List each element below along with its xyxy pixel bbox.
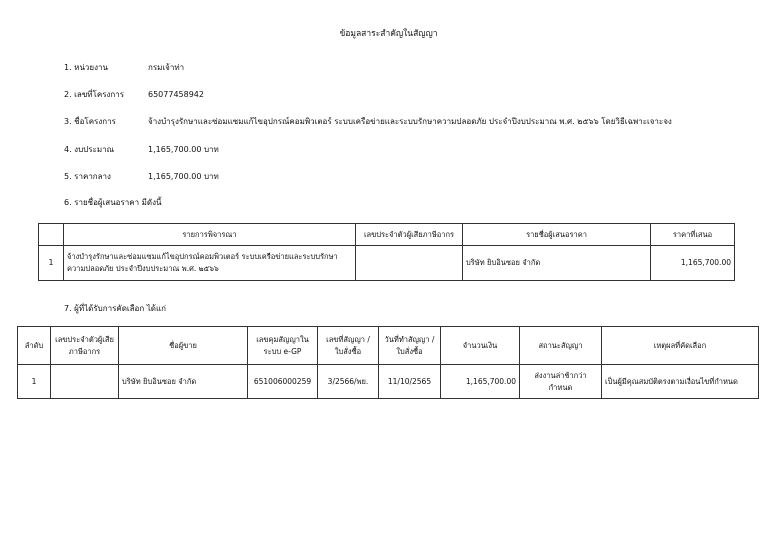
selected-col-no: ลำดับ xyxy=(18,327,51,365)
bidders-col-bidder: รายชื่อผู้เสนอราคา xyxy=(463,224,651,246)
document-title: ข้อมูลสาระสำคัญในสัญญา xyxy=(339,29,438,39)
table-row xyxy=(18,365,759,399)
section6-heading: 6. รายชื่อผู้เสนอราคา มีดังนี้ xyxy=(64,198,162,207)
selected-header-row xyxy=(18,327,759,365)
selected-col-date: วันที่ทำสัญญา / ใบสั่งซื้อ xyxy=(379,327,441,365)
bidders-col-blank xyxy=(39,224,64,246)
field-project-name-label: 3. ชื่อโครงการ xyxy=(64,117,116,126)
bidders-col-price: ราคาที่เสนอ xyxy=(651,224,735,246)
selected-row-vendor: บริษัท ยิบอินซอย จำกัด xyxy=(119,365,248,399)
field-budget-label: 4. งบประมาณ xyxy=(64,145,115,154)
field-project-name xyxy=(64,115,672,128)
selected-col-taxid: เลขประจำตัวผู้เสียภาษีอากร xyxy=(51,327,119,365)
field-median-price xyxy=(64,170,219,183)
bidders-col-taxid: เลขประจำตัวผู้เสียภาษีอากร xyxy=(356,224,463,246)
field-agency-label: 1. หน่วยงาน xyxy=(64,63,108,72)
bidders-table xyxy=(38,223,735,281)
selected-row-status: ส่งงานล่าช้ากว่ากำหนด xyxy=(520,365,602,399)
bidders-row-taxid xyxy=(356,246,463,281)
field-agency xyxy=(64,61,184,74)
field-project-number xyxy=(64,88,204,101)
selected-col-amount: จำนวนเงิน xyxy=(441,327,520,365)
selected-row-amount: 1,165,700.00 xyxy=(441,365,520,399)
bidders-col-item: รายการพิจารณา xyxy=(64,224,356,246)
field-project-number-label: 2. เลขที่โครงการ xyxy=(64,90,125,99)
selected-col-egp: เลขคุมสัญญาในระบบ e-GP xyxy=(248,327,318,365)
bidders-header-row xyxy=(39,224,735,246)
selected-row-egp: 651006000259 xyxy=(248,365,318,399)
field-median-price-label: 5. ราคากลาง xyxy=(64,172,111,181)
selected-col-vendor: ชื่อผู้ขาย xyxy=(119,327,248,365)
selected-vendor-table xyxy=(17,326,759,399)
selected-col-status: สถานะสัญญา xyxy=(520,327,602,365)
field-project-number-value: 65077458942 xyxy=(148,90,204,99)
selected-row-reason: เป็นผู้มีคุณสมบัติตรงตามเงื่อนไขที่กำหนด xyxy=(602,365,759,399)
field-project-name-value: จ้างบำรุงรักษาและซ่อมแซมแก้ไขอุปกรณ์คอมพิวเตอร์ ระบบเครือข่ายและระบบรักษาความปลอดภัย ประจำปีงบประมาณ พ.ศ. ๒๕๖๖ โดยวิธีเฉพาะเจาะจง xyxy=(148,117,672,126)
table-row xyxy=(39,246,735,281)
field-agency-value: กรมเจ้าท่า xyxy=(148,63,185,72)
selected-row-no: 1 xyxy=(18,365,51,399)
selected-col-reason: เหตุผลที่คัดเลือก xyxy=(602,327,759,365)
selected-col-contract-no: เลขที่สัญญา / ใบสั่งซื้อ xyxy=(318,327,379,365)
field-budget xyxy=(64,143,219,156)
selected-row-taxid xyxy=(51,365,119,399)
field-budget-value: 1,165,700.00 บาท xyxy=(148,145,219,154)
section7-heading: 7. ผู้ที่ได้รับการคัดเลือก ได้แก่ xyxy=(64,304,166,313)
bidders-row-price: 1,165,700.00 xyxy=(651,246,735,281)
bidders-row-no: 1 xyxy=(39,246,64,281)
field-median-price-value: 1,165,700.00 บาท xyxy=(148,172,219,181)
bidders-row-item: จ้างบำรุงรักษาและซ่อมแซมแก้ไขอุปกรณ์คอมพิวเตอร์ ระบบเครือข่ายและระบบรักษาความปลอดภัย ประจำปีงบประมาณ พ.ศ. ๒๕๖๖ xyxy=(64,246,356,281)
selected-row-contract-no: 3/2566/พย. xyxy=(318,365,379,399)
bidders-row-bidder: บริษัท ยิบอินซอย จำกัด xyxy=(463,246,651,281)
selected-row-date: 11/10/2565 xyxy=(379,365,441,399)
